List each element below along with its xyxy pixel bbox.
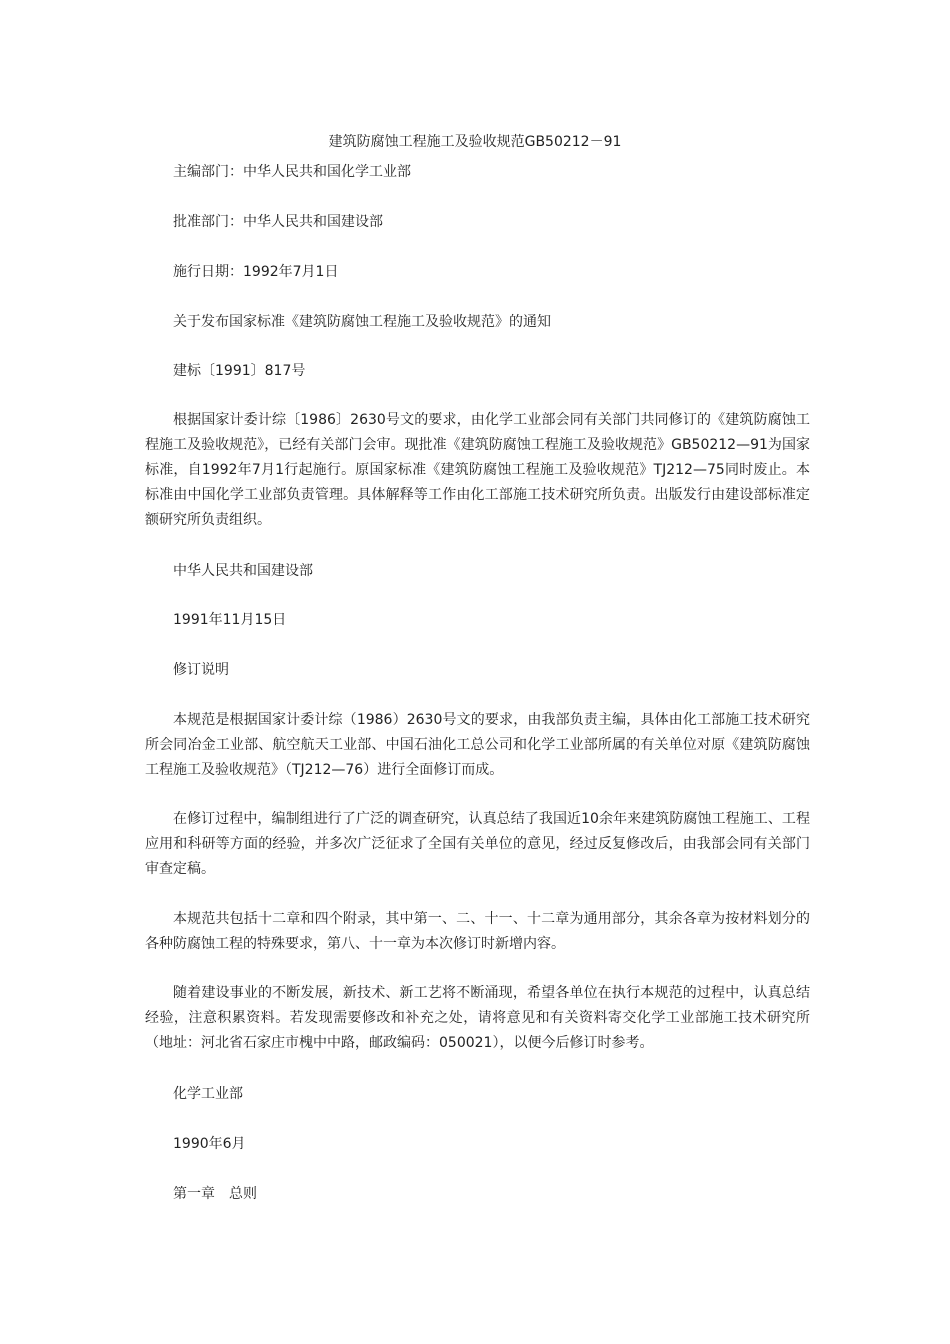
notice-number: 建标〔1991〕817号	[173, 363, 306, 379]
document-title: 建筑防腐蚀工程施工及验收规范GB50212－91	[328, 134, 622, 150]
revision-paragraph-1: 本规范是根据国家计委计综（1986）2630号文的要求，由我部负责主编，具体由化工部施工技术研究所会同冶金工业部、航空航天工业部、中国石油化工总公司和化学工业部所属的有关单位对原《建筑防腐蚀工程施工及验收规范》（TJ212—76）进行全面修订而成。	[145, 712, 810, 778]
revision-date: 1990年6月	[173, 1136, 246, 1152]
editor-line: 主编部门：中华人民共和国化学工业部	[173, 164, 411, 180]
notice-body-paragraph: 根据国家计委计综〔1986〕2630号文的要求，由化学工业部会同有关部门共同修订的《建筑防腐蚀工程施工及验收规范》，已经有关部门会审。现批准《建筑防腐蚀工程施工及验收规范》GB50212—91为国家标准，自1992年7月1行起施行。原国家标准《建筑防腐蚀工程施工及验收规范》TJ212—75同时废止。本标准由中国化学工业部负责管理。具体解释等工作由化工部施工技术研究所负责。出版发行由建设部标准定额研究所负责组织。	[145, 412, 810, 528]
approver-line: 批准部门：中华人民共和国建设部	[173, 214, 383, 230]
revision-paragraph-4: 随着建设事业的不断发展，新技术、新工艺将不断涌现，希望各单位在执行本规范的过程中，认真总结经验，注意积累资料。若发现需要修改和补充之处，请将意见和有关资料寄交化学工业部施工技术研究所（地址：河北省石家庄市槐中中路，邮政编码：050021），以便今后修订时参考。	[145, 985, 810, 1051]
notice-date: 1991年11月15日	[173, 612, 287, 628]
notice-issuer: 中华人民共和国建设部	[173, 563, 313, 579]
revision-paragraph-2: 在修订过程中，编制组进行了广泛的调查研究，认真总结了我国近10余年来建筑防腐蚀工程施工、工程应用和科研等方面的经验，并多次广泛征求了全国有关单位的意见，经过反复修改后，由我部会同有关部门审查定稿。	[145, 811, 810, 877]
revision-paragraph-3: 本规范共包括十二章和四个附录，其中第一、二、十一、十二章为通用部分，其余各章为按材料划分的各种防腐蚀工程的特殊要求，第八、十一章为本次修订时新增内容。	[145, 911, 810, 952]
effective-date-line: 施行日期：1992年7月1日	[173, 264, 339, 280]
notice-title: 关于发布国家标准《建筑防腐蚀工程施工及验收规范》的通知	[173, 314, 551, 330]
revision-heading: 修订说明	[173, 662, 229, 678]
chapter-heading: 第一章 总则	[173, 1186, 257, 1202]
revision-issuer: 化学工业部	[173, 1086, 243, 1102]
